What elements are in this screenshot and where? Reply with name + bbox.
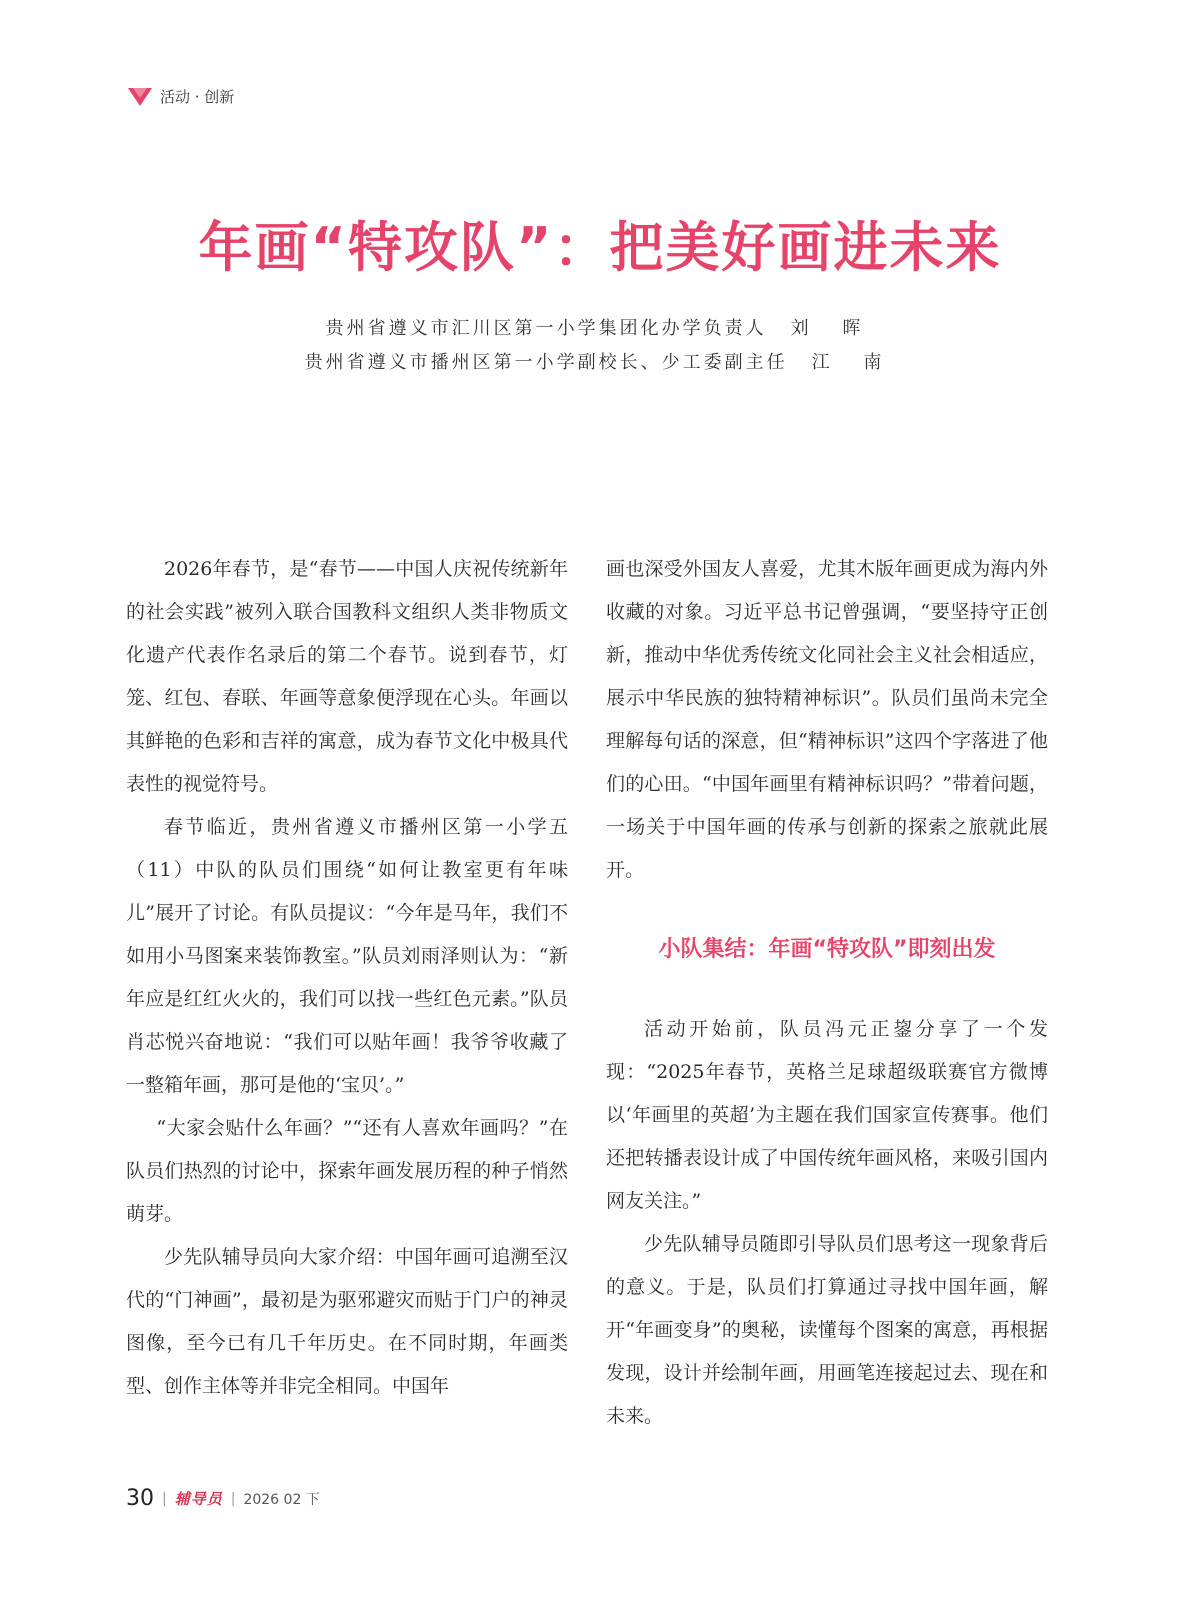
footer-separator: |	[230, 1490, 236, 1507]
footer-separator: |	[162, 1490, 167, 1507]
section-tag	[128, 86, 234, 107]
author-line	[0, 346, 1200, 380]
article-title: 年画“特攻队”：把美好画进未来	[198, 216, 1002, 279]
author-role: 贵州省遵义市播州区第一小学副校长、少工委副主任	[304, 352, 788, 373]
body-paragraph: 2026年春节，是“春节——中国人庆祝传统新年的社会实践”被列入联合国教科文组织人类非物质文化遗产代表作名录后的第二个春节。说到春节，灯笼、红包、春联、年画等意象便浮现在心头。年画以其鲜艳的色彩和吉祥的寓意，成为春节文化中极具代表性的视觉符号。	[126, 558, 568, 795]
section-subheading: 小队集结：年画“特攻队”即刻出发	[658, 937, 996, 962]
author-name: 江 南	[811, 352, 896, 373]
author-line	[0, 312, 1200, 346]
page-number: 30	[126, 1486, 154, 1511]
magazine-logo: 辅导员	[174, 1490, 223, 1508]
body-paragraph: 少先队辅导员向大家介绍：中国年画可追溯至汉代的“门神画”，最初是为驱邪避灾而贴于门户的神灵图像，至今已有几千年历史。在不同时期，年画类型、创作主体等并非完全相同。中国年	[126, 1246, 568, 1397]
author-block	[0, 312, 1200, 380]
body-paragraph: “大家会贴什么年画？”“还有人喜欢年画吗？”在队员们热烈的讨论中，探索年画发展历程的种子悄然萌芽。	[126, 1117, 568, 1225]
author-name: 刘 晖	[790, 318, 875, 339]
body-paragraph-continued: 画也深受外国友人喜爱，尤其木版年画更成为海内外收藏的对象。习近平总书记曾强调，“要坚持守正创新，推动中华优秀传统文化同社会主义社会相适应，展示中华民族的独特精神标识”。队员们虽尚未完全理解每句话的深意，但“精神标识”这四个字落进了他们的心田。“中国年画里有精神标识吗？”带着问题，一场关于中国年画的传承与创新的探索之旅就此展开。	[606, 558, 1048, 881]
body-paragraph: 少先队辅导员随即引导队员们思考这一现象背后的意义。于是，队员们打算通过寻找中国年画，解开“年画变身”的奥秘，读懂每个图案的寓意，再根据发现，设计并绘制年画，用画笔连接起过去、现在和未来。	[606, 1233, 1048, 1427]
triangle-marker-icon	[128, 88, 152, 106]
body-paragraph: 春节临近，贵州省遵义市播州区第一小学五（11）中队的队员们围绕“如何让教室更有年味儿”展开了讨论。有队员提议：“今年是马年，我们不如用小马图案来装饰教室。”队员刘雨泽则认为：“新年应是红红火火的，我们可以找一些红色元素。”队员肖芯悦兴奋地说：“我们可以贴年画！我爷爷收藏了一整箱年画，那可是他的‘宝贝’。”	[126, 816, 568, 1096]
left-column	[126, 548, 568, 1408]
issue-label: 2026 02 下	[243, 1491, 320, 1508]
author-role: 贵州省遵义市汇川区第一小学集团化办学负责人	[325, 318, 767, 339]
section-label: 活动 · 创新	[160, 88, 235, 106]
right-column	[606, 548, 1048, 1438]
body-paragraph: 活动开始前，队员冯元正鋆分享了一个发现：“2025年春节，英格兰足球超级联赛官方微博以‘年画里的英超’为主题在我们国家宣传赛事。他们还把转播表设计成了中国传统年画风格，来吸引国内网友关注。”	[606, 1018, 1048, 1212]
page-footer	[126, 1486, 320, 1511]
